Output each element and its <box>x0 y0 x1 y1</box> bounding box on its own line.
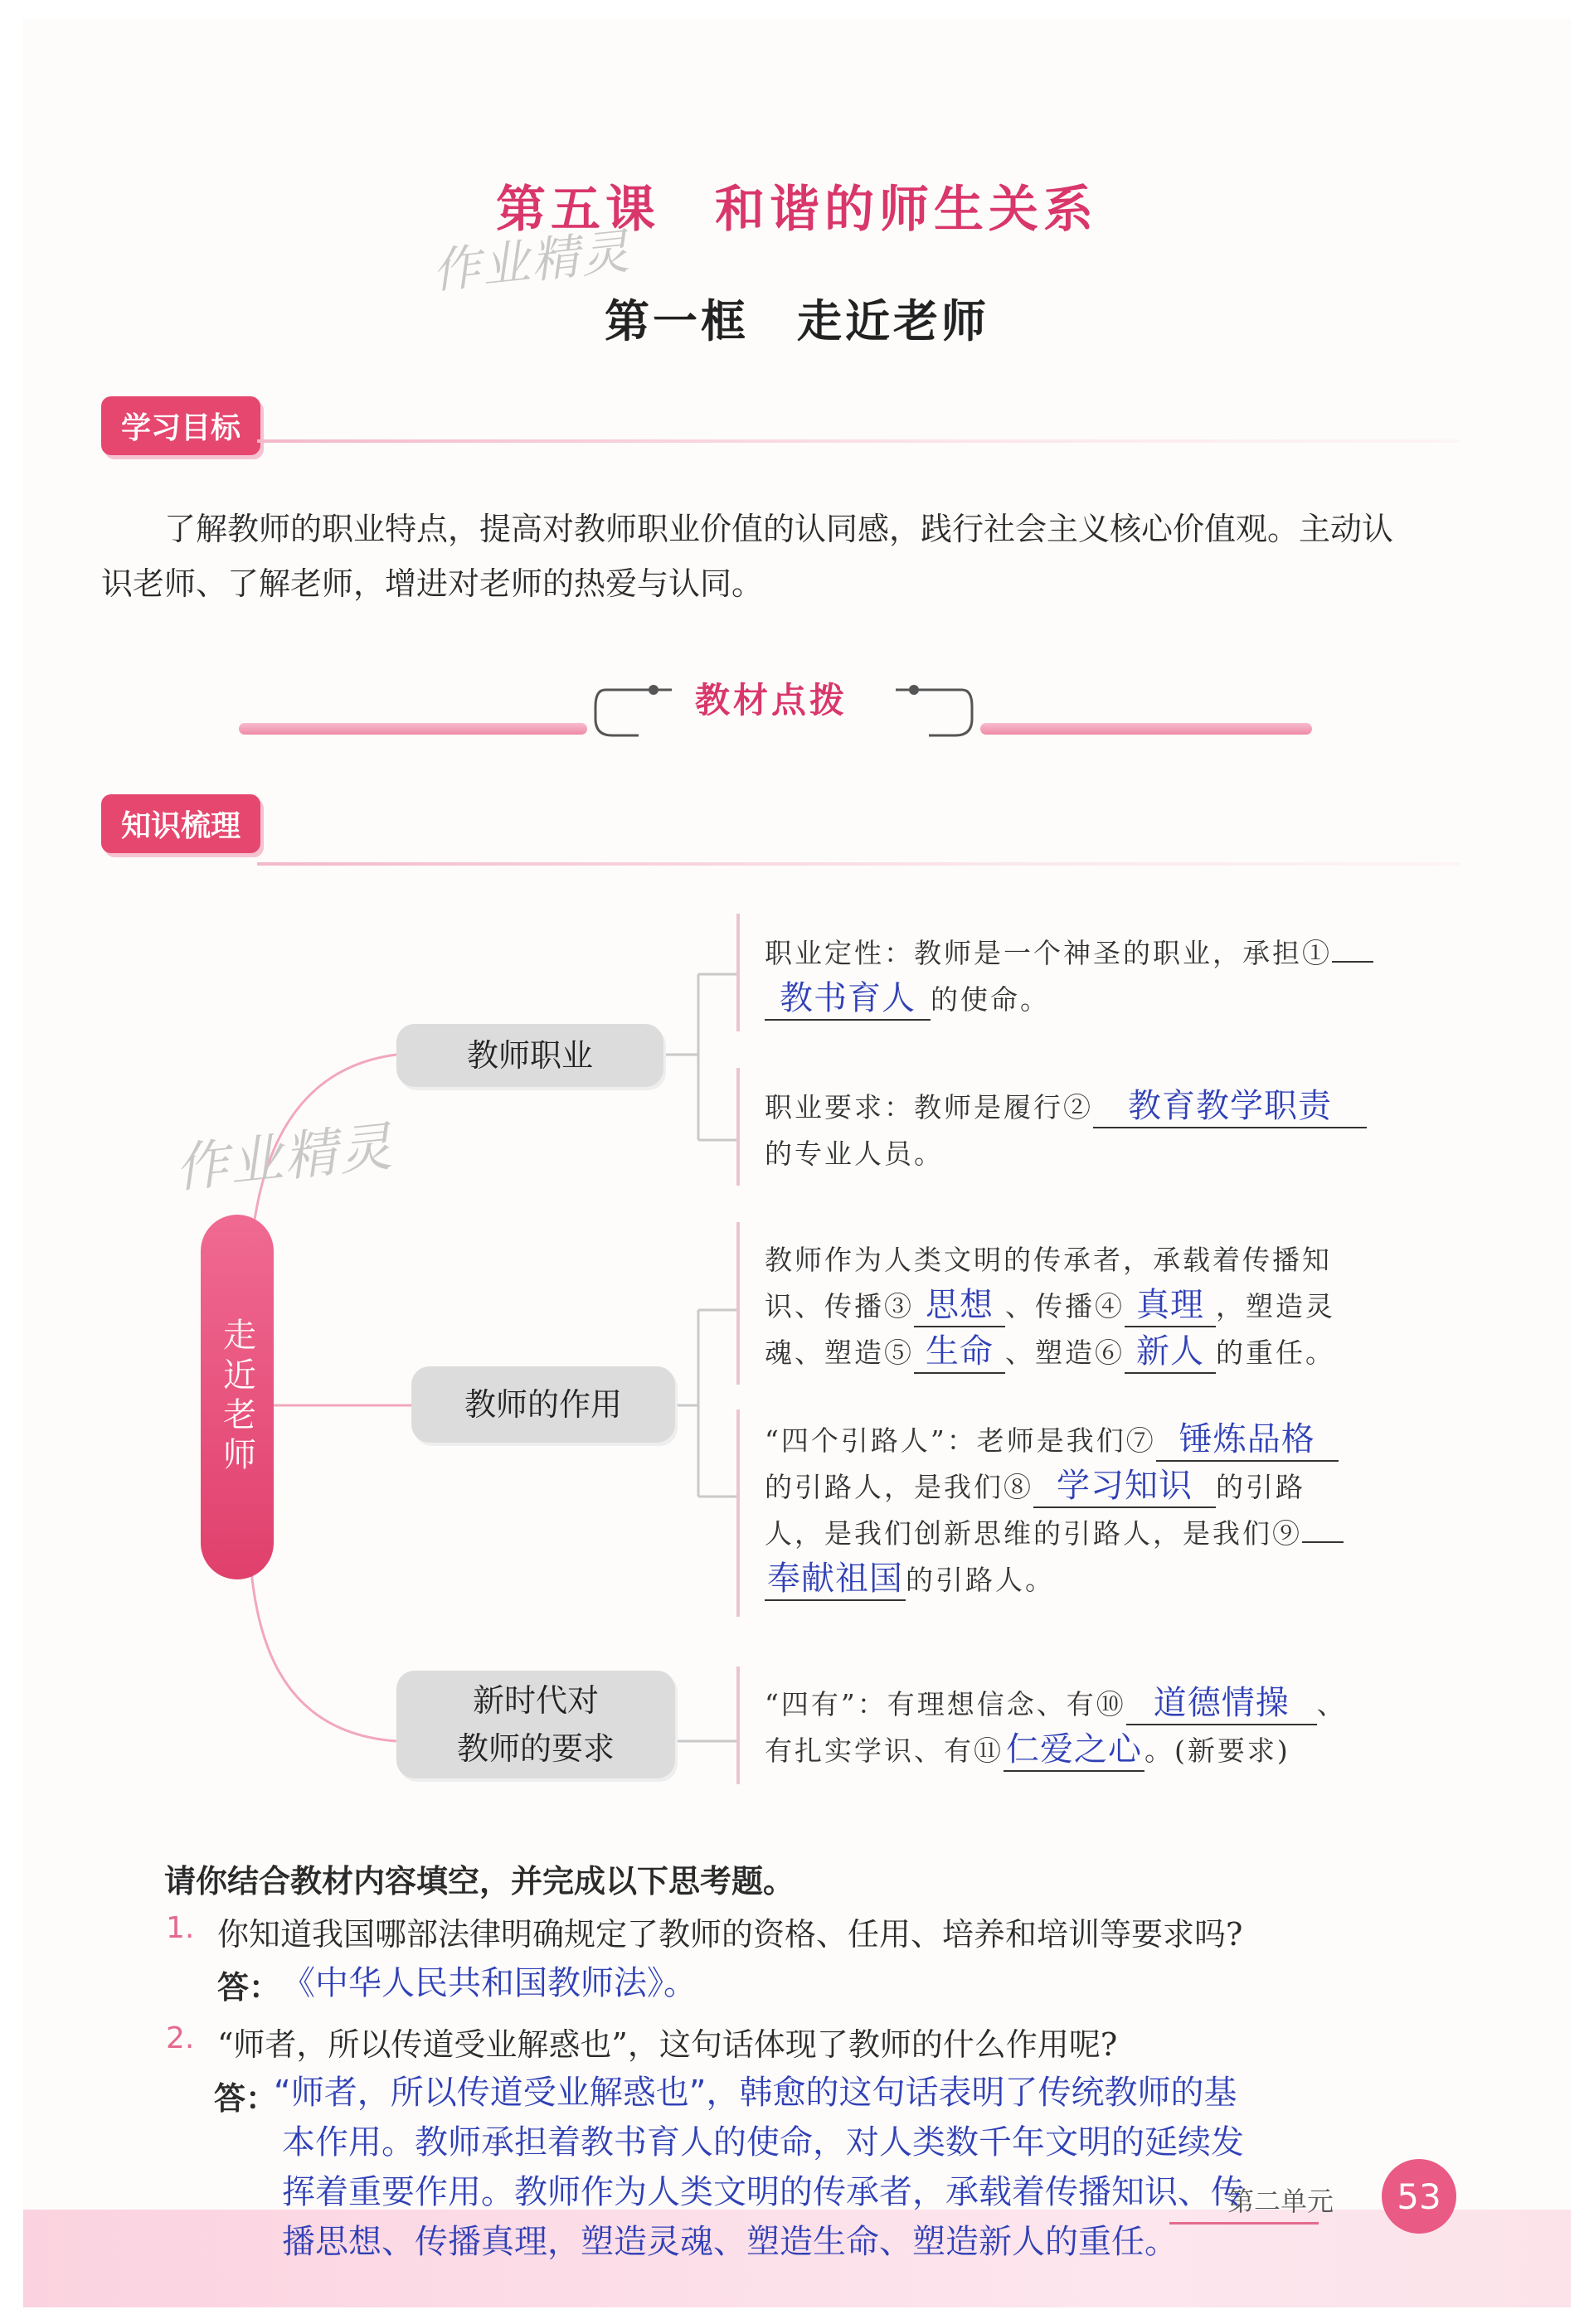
knowledge-tag: 知识梳理 <box>101 794 260 853</box>
q2-answer-line-2: 本作用。教师承担着教书育人的使命，对人类数千年文明的延续发 <box>282 2123 1244 2161</box>
answer-11: 仁爱之心 <box>1004 1729 1144 1772</box>
q1-answer-label: 答： <box>217 1968 281 2006</box>
lesson-title: 第五课 和谐的师生关系 <box>496 181 1098 239</box>
q2-answer-line-3: 挥着重要作用。教师作为人类文明的传承者，承载着传播知识、传 <box>282 2173 1244 2211</box>
q2-answer-label: 答： <box>214 2079 278 2117</box>
node-new-era-line1: 新时代对 <box>472 1682 599 1719</box>
node-teacher-career: 教师职业 <box>396 1024 663 1087</box>
q1-answer: 《中华人民共和国教师法》。 <box>282 1964 697 2002</box>
box-four-haves: “四有”：有理想信念、有⑩ 道德情操 、 有扎实学识、有⑪仁爱之心。(新要求) <box>736 1667 1400 1784</box>
q1-text: 你知道我国哪部法律明确规定了教师的资格、任用、培养和培训等要求吗? <box>217 1916 1243 1953</box>
node-new-era-requirements <box>396 1671 675 1778</box>
answer-8: 学习知识 <box>1033 1465 1216 1508</box>
box-career-nature: 职业定性：教师是一个神圣的职业，承担① 教书育人 的使命。 <box>736 914 1400 1031</box>
objectives-line-2: 识老师、了解老师，增进对老师的热爱与认同。 <box>101 565 764 602</box>
answer-3: 思想 <box>914 1284 1005 1327</box>
answer-2: 教育教学职责 <box>1093 1085 1367 1128</box>
objectives-tag: 学习目标 <box>101 396 260 455</box>
answer-5: 生命 <box>914 1331 1005 1374</box>
node-new-era-line2: 教师的要求 <box>456 1730 615 1767</box>
answer-4: 真理 <box>1125 1284 1216 1327</box>
box-teacher-role-heritage: 教师作为人类文明的传承者，承载着传播知 识、传播③ 思想 、传播④ 真理 ，塑造灵 魂、塑造⑤ 生命 、塑造⑥ 新人 的重任。 <box>736 1222 1400 1385</box>
answer-9: 奉献祖国 <box>765 1558 906 1601</box>
banner-label: 教材点拨 <box>695 680 848 720</box>
answer-10: 道德情操 <box>1126 1682 1317 1725</box>
questions-intro: 请你结合教材内容填空，并完成以下思考题。 <box>164 1863 795 1899</box>
footer-rule <box>1169 2222 1319 2225</box>
q2-answer-line-1: “师者，所以传道受业解惑也”，韩愈的这句话表明了传统教师的基 <box>274 2074 1237 2112</box>
q2-text: “师者，所以传道受业解惑也”，这句话体现了教师的什么作用呢? <box>217 2026 1118 2063</box>
answer-6: 新人 <box>1125 1331 1216 1374</box>
q1-number: 1. <box>166 1911 195 1945</box>
box-career-requirement: 职业要求：教师是履行② 教育教学职责 的专业人员。 <box>736 1068 1400 1186</box>
section-title: 第一框 走近老师 <box>605 294 989 347</box>
watermark-2: 作业精灵 <box>172 1116 396 1201</box>
box-four-guides: “四个引路人”：老师是我们⑦ 锤炼品格 的引路人，是我们⑧ 学习知识 的引路 人，是我们创新思维的引路人，是我们⑨ 奉献祖国的引路人。 <box>736 1409 1400 1617</box>
answer-7: 锤炼品格 <box>1156 1419 1339 1462</box>
answer-1: 教书育人 <box>765 978 931 1021</box>
unit-label: 第二单元 <box>1227 2186 1334 2217</box>
objectives-line-1: 了解教师的职业特点，提高对教师职业价值的认同感，践行社会主义核心价值观。主动认 <box>164 511 1394 547</box>
page-number: 53 <box>1382 2159 1456 2234</box>
q2-number: 2. <box>166 2021 195 2055</box>
node-teacher-role: 教师的作用 <box>411 1366 675 1443</box>
q2-answer-line-4: 播思想、传播真理，塑造灵魂、塑造生命、塑造新人的重任。 <box>282 2223 1178 2261</box>
watermark: 作业精灵 <box>429 222 634 300</box>
mindmap-root: 走近老师 <box>201 1215 274 1579</box>
